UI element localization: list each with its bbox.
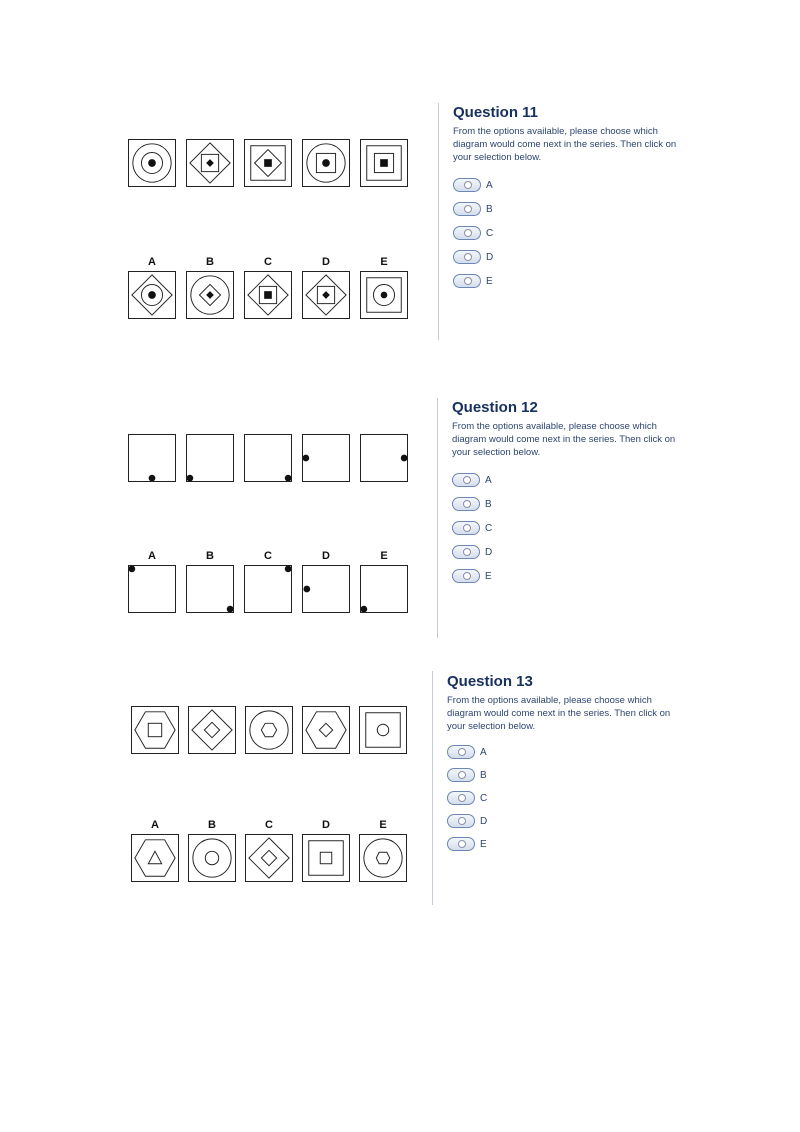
q13-options <box>447 743 672 853</box>
q11-option-e[interactable] <box>453 272 678 290</box>
radio-button[interactable] <box>452 569 480 583</box>
radio-circle-icon <box>464 229 472 237</box>
radio-button[interactable] <box>453 226 481 240</box>
option-label: B <box>486 203 493 215</box>
radio-button[interactable] <box>452 521 480 535</box>
dot-bottom-middle-icon <box>129 435 175 481</box>
radio-circle-icon <box>458 840 466 848</box>
q11-series-1 <box>128 139 176 187</box>
q11-option-a[interactable] <box>453 176 678 194</box>
radio-button[interactable] <box>447 768 475 782</box>
radio-button[interactable] <box>453 274 481 288</box>
dot-top-right-icon <box>245 566 291 612</box>
answer-letter: B <box>206 550 214 562</box>
q12-answer-row <box>128 565 408 613</box>
q11-answer-d <box>302 271 350 319</box>
q12-answer-d <box>302 565 350 613</box>
q11-answer-b <box>186 271 234 319</box>
radio-circle-icon <box>464 253 472 261</box>
q13-series-3 <box>245 706 293 754</box>
circle-with-hexagon-icon <box>360 835 406 881</box>
answer-letter: D <box>322 819 330 831</box>
q12-series-5 <box>360 434 408 482</box>
answer-letter: D <box>322 256 330 268</box>
question-title: Question 13 <box>447 673 533 690</box>
radio-button[interactable] <box>453 202 481 216</box>
radio-circle-icon <box>463 500 471 508</box>
q12-answer-b <box>186 565 234 613</box>
radio-circle-icon <box>458 748 466 756</box>
dot-left-middle-icon <box>303 566 349 612</box>
option-label: D <box>485 546 493 558</box>
option-label: A <box>485 474 492 486</box>
q12-answer-e <box>360 565 408 613</box>
dot-right-middle-icon <box>361 435 407 481</box>
q12-option-d[interactable] <box>452 543 677 561</box>
q11-option-c[interactable] <box>453 224 678 242</box>
q13-divider <box>432 671 433 905</box>
radio-button[interactable] <box>452 545 480 559</box>
square-in-square-square-icon <box>361 140 407 186</box>
answer-letter: A <box>151 819 159 831</box>
q11-divider <box>438 103 439 340</box>
q13-panel <box>447 673 672 858</box>
answer-letter: A <box>148 550 156 562</box>
option-label: E <box>485 570 492 582</box>
q13-series-5 <box>359 706 407 754</box>
radio-button[interactable] <box>447 814 475 828</box>
q12-panel <box>452 399 677 591</box>
q12-series-3 <box>244 434 292 482</box>
q13-option-d[interactable] <box>447 812 672 830</box>
diamond-in-square-dot-icon <box>187 140 233 186</box>
q11-series-2 <box>186 139 234 187</box>
radio-circle-icon <box>463 524 471 532</box>
q11-answer-row <box>128 271 408 319</box>
square-in-circle-dot-icon <box>303 140 349 186</box>
q11-option-d[interactable] <box>453 248 678 266</box>
answer-letter: E <box>379 819 387 831</box>
question-instructions: From the options available, please choose which diagram would come next in the series. Then click on your selection below. <box>452 421 676 458</box>
q13-series-2 <box>188 706 236 754</box>
q11-answer-letters <box>128 256 408 268</box>
q12-answer-c <box>244 565 292 613</box>
q12-series-4 <box>302 434 350 482</box>
radio-circle-icon <box>458 794 466 802</box>
dot-top-left-icon <box>129 566 175 612</box>
q11-series-4 <box>302 139 350 187</box>
dot-bottom-right-icon <box>245 435 291 481</box>
q13-series-4 <box>302 706 350 754</box>
circle-in-square-dot-icon <box>361 272 407 318</box>
diamond-in-circle-dot-icon <box>187 272 233 318</box>
radio-circle-icon <box>463 548 471 556</box>
q13-series-row <box>131 706 407 754</box>
answer-letter: C <box>265 819 273 831</box>
option-label: C <box>486 227 494 239</box>
option-label: A <box>486 179 493 191</box>
q12-series-row <box>128 434 408 482</box>
question-title: Question 12 <box>452 399 538 416</box>
hexagon-with-triangle-icon <box>132 835 178 881</box>
diamond-in-diamond-dot-icon <box>303 272 349 318</box>
q13-answer-letters <box>131 819 407 831</box>
radio-circle-icon <box>464 181 472 189</box>
radio-circle-icon <box>463 476 471 484</box>
square-with-square-icon <box>303 835 349 881</box>
option-label: B <box>480 769 487 781</box>
q13-answer-d <box>302 834 350 882</box>
q12-answer-a <box>128 565 176 613</box>
radio-button[interactable] <box>452 497 480 511</box>
answer-letter: E <box>380 550 388 562</box>
question-title: Question 11 <box>453 104 539 121</box>
radio-button[interactable] <box>453 178 481 192</box>
circle-with-hexagon-icon <box>246 707 292 753</box>
option-label: D <box>480 815 488 827</box>
option-label: C <box>480 792 488 804</box>
question-instructions: From the options available, please choose which diagram would come next in the series. Then click on your selection below. <box>453 126 677 163</box>
dot-left-middle-icon <box>303 435 349 481</box>
q11-answer-c <box>244 271 292 319</box>
hexagon-with-diamond-icon <box>303 707 349 753</box>
q12-option-c[interactable] <box>452 519 677 537</box>
radio-button[interactable] <box>453 250 481 264</box>
q11-series-3 <box>244 139 292 187</box>
answer-letter: C <box>264 550 272 562</box>
q11-options <box>453 176 678 290</box>
answer-letter: B <box>206 256 214 268</box>
q13-answer-row <box>131 834 407 882</box>
q13-option-b[interactable] <box>447 766 672 784</box>
circle-in-circle-dot-icon <box>129 140 175 186</box>
square-with-circle-icon <box>360 707 406 753</box>
radio-circle-icon <box>463 572 471 580</box>
q13-answer-a <box>131 834 179 882</box>
q13-series-1 <box>131 706 179 754</box>
answer-letter: D <box>322 550 330 562</box>
circle-with-circle-icon <box>189 835 235 881</box>
answer-letter: B <box>208 819 216 831</box>
q12-divider <box>437 398 438 638</box>
q11-answer-a <box>128 271 176 319</box>
q12-options <box>452 471 677 585</box>
answer-letter: C <box>264 256 272 268</box>
radio-circle-icon <box>458 817 466 825</box>
q12-option-e[interactable] <box>452 567 677 585</box>
square-in-diamond-square-icon <box>245 272 291 318</box>
radio-button[interactable] <box>447 837 475 851</box>
q13-answer-b <box>188 834 236 882</box>
circle-in-diamond-dot-icon <box>129 272 175 318</box>
dot-bottom-right-icon <box>187 566 233 612</box>
q12-series-2 <box>186 434 234 482</box>
square-in-diamond-square-icon <box>245 140 291 186</box>
radio-circle-icon <box>458 771 466 779</box>
option-label: E <box>480 838 487 850</box>
q12-option-a[interactable] <box>452 471 677 489</box>
answer-letter: A <box>148 256 156 268</box>
q13-option-e[interactable] <box>447 835 672 853</box>
diamond-with-diamond-icon <box>246 835 292 881</box>
q11-option-b[interactable] <box>453 200 678 218</box>
answer-letter: E <box>380 256 388 268</box>
question-instructions: From the options available, please choose which diagram would come next in the series. Then click on your selection below. <box>447 695 671 732</box>
q13-answer-c <box>245 834 293 882</box>
q13-answer-e <box>359 834 407 882</box>
option-label: C <box>485 522 493 534</box>
q11-series-row <box>128 139 408 187</box>
q13-option-c[interactable] <box>447 789 672 807</box>
q12-series-1 <box>128 434 176 482</box>
q12-answer-letters <box>128 550 408 562</box>
radio-circle-icon <box>464 205 472 213</box>
option-label: E <box>486 275 493 287</box>
option-label: A <box>480 746 487 758</box>
diamond-with-diamond-icon <box>189 707 235 753</box>
radio-button[interactable] <box>447 745 475 759</box>
radio-button[interactable] <box>447 791 475 805</box>
q11-series-5 <box>360 139 408 187</box>
option-label: D <box>486 251 494 263</box>
q13-option-a[interactable] <box>447 743 672 761</box>
radio-circle-icon <box>464 277 472 285</box>
option-label: B <box>485 498 492 510</box>
hexagon-with-square-icon <box>132 707 178 753</box>
q11-answer-e <box>360 271 408 319</box>
dot-bottom-left-icon <box>361 566 407 612</box>
radio-button[interactable] <box>452 473 480 487</box>
q11-panel <box>453 104 678 296</box>
dot-bottom-left-icon <box>187 435 233 481</box>
q12-option-b[interactable] <box>452 495 677 513</box>
